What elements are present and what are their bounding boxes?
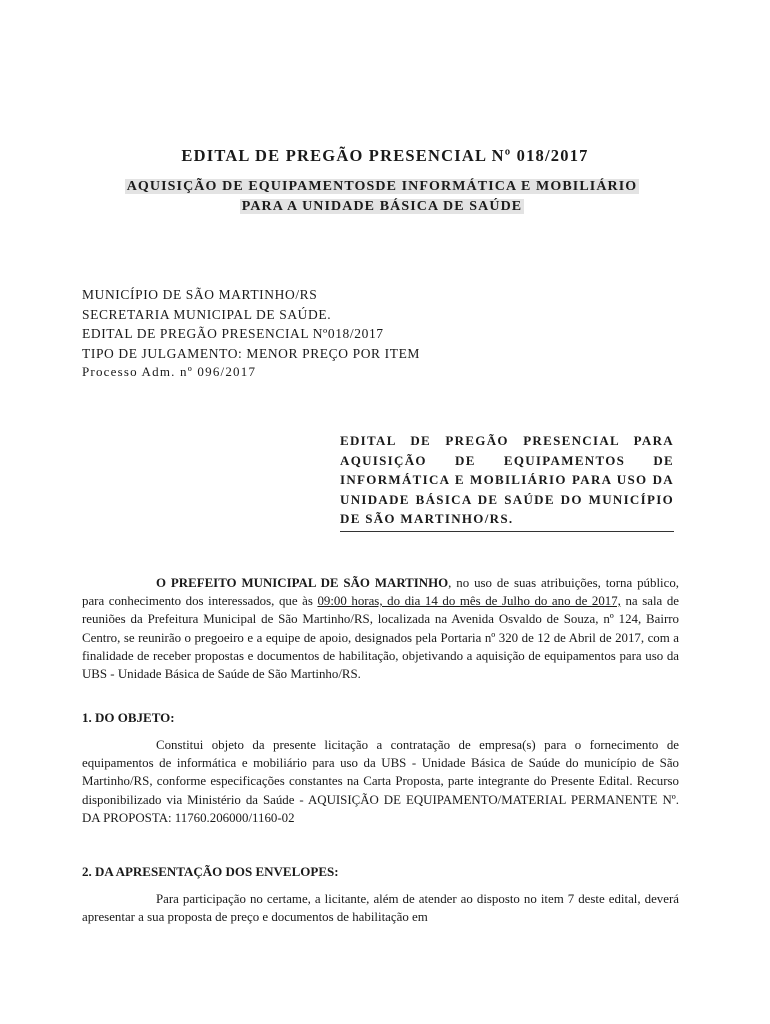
section-1-heading: 1. DO OBJETO: xyxy=(82,710,175,725)
section-2-paragraph xyxy=(82,890,679,926)
intro-paragraph xyxy=(82,574,679,683)
judgment-type-line: TIPO DE JULGAMENTO: MENOR PREÇO POR ITEM xyxy=(82,345,421,361)
process-number: Processo Adm. nº 096/2017 xyxy=(82,364,257,379)
subtitle-line-1: AQUISIÇÃO DE EQUIPAMENTOSDE INFORMÁTICA E MOBILIÁRIO xyxy=(126,179,638,194)
intro-text-1: , no uso de suas atribuições, torna público, para conhecimento dos interessados, que às xyxy=(82,576,679,609)
edital-summary: EDITAL DE PREGÃO PRESENCIAL PARA AQUISIÇÃO DE EQUIPAMENTOS DE INFORMÁTICA E MOBILIÁRIO PARA USO DA UNIDADE BÁSICA DE SAÚDE DO MUNICÍPIO DE SÃO MARTINHO/RS. xyxy=(340,431,674,532)
section-1-text: Constitui objeto da presente licitação a contratação de empresa(s) para o fornecimento de equipamentos de informática e mobiliário para uso da UBS - Unidade Básica de Saúde do município de São Martinho/RS, conforme especificações constantes na Carta Proposta, parte integrante do Presente Edital. Recurso disponibilizado via Ministério da Saúde - AQUISIÇÃO DE EQUIPAMENTO/MATERIAL PERMANENTE Nº. DA PROPOSTA: 11760.206000/1160-02 xyxy=(82,738,679,825)
session-date: 09:00 horas, do dia 14 do mês de Julho do ano de 2017, xyxy=(317,594,621,609)
document-title: EDITAL DE PREGÃO PRESENCIAL Nº 018/2017 xyxy=(181,146,589,165)
section-2-heading: 2. DA APRESENTAÇÃO DOS ENVELOPES: xyxy=(82,864,339,879)
section-2-text: Para participação no certame, a licitante, além de atender ao disposto no item 7 deste edital, deverá apresentar a sua proposta de preço e documentos de habilitação em xyxy=(82,892,679,925)
document-subtitle xyxy=(92,177,672,217)
section-1-paragraph xyxy=(82,736,679,827)
mayor-bold-text: O PREFEITO MUNICIPAL DE SÃO MARTINHO xyxy=(156,576,449,590)
municipality-line: MUNICÍPIO DE SÃO MARTINHO/RS xyxy=(82,287,318,302)
subtitle-line-2: PARA A UNIDADE BÁSICA DE SAÚDE xyxy=(241,199,523,214)
intro-text-2: na sala de reuniões da Prefeitura Municipal de São Martinho/RS, localizada na Avenida Osvaldo de Souza, nº 124, Bairro Centro, se reunirão o pregoeiro e a equipe de apoio, designados pela Portaria nº 320 de 12 de Abril de 2017, com a finalidade de receber propostas e documentos de habilitação, objetivando a aquisição de equipamentos para uso da UBS - Unidade Básica de Saúde de São Martinho/RS. xyxy=(82,594,680,682)
header-block xyxy=(82,285,420,363)
secretariat-line: SECRETARIA MUNICIPAL DE SAÚDE. xyxy=(82,306,332,322)
edital-line: EDITAL DE PREGÃO PRESENCIAL Nº018/2017 xyxy=(82,326,384,341)
